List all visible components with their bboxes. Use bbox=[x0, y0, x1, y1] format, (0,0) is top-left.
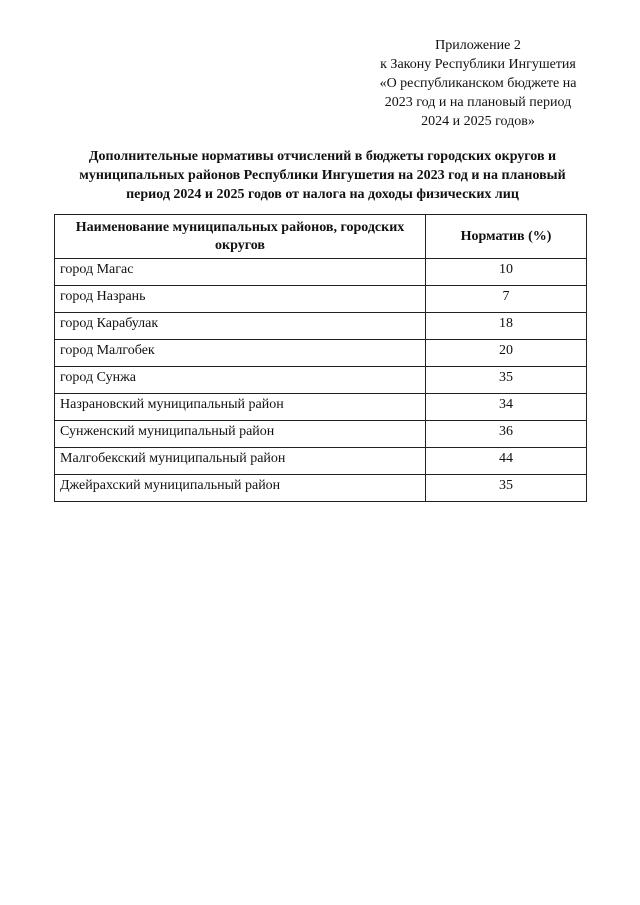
table-row bbox=[55, 394, 587, 421]
document-title bbox=[50, 147, 595, 204]
norm-value: 10 bbox=[426, 259, 587, 286]
norms-table bbox=[54, 214, 587, 502]
norm-value: 35 bbox=[426, 367, 587, 394]
appendix-header bbox=[360, 36, 596, 131]
table-row bbox=[55, 259, 587, 286]
norm-value: 18 bbox=[426, 313, 587, 340]
title-line: Дополнительные нормативы отчислений в бюджеты городских округов и bbox=[88, 149, 557, 164]
norm-value: 34 bbox=[426, 394, 587, 421]
table-row bbox=[55, 475, 587, 502]
appendix-line: «О республиканском бюджете на bbox=[379, 76, 577, 91]
appendix-line: 2024 и 2025 годов» bbox=[421, 114, 535, 129]
municipality-name: город Магас bbox=[55, 259, 426, 286]
norm-value: 20 bbox=[426, 340, 587, 367]
table-row bbox=[55, 313, 587, 340]
title-line: период 2024 и 2025 годов от налога на доходы физических лиц bbox=[126, 187, 519, 202]
municipality-name: город Назрань bbox=[55, 286, 426, 313]
appendix-line: 2023 год и на плановый период bbox=[384, 95, 572, 110]
norm-value: 35 bbox=[426, 475, 587, 502]
municipality-name: Малгобекский муниципальный район bbox=[55, 448, 426, 475]
municipality-name: Джейрахский муниципальный район bbox=[55, 475, 426, 502]
municipality-name: Сунженский муниципальный район bbox=[55, 421, 426, 448]
municipality-name: город Карабулак bbox=[55, 313, 426, 340]
municipality-name: город Малгобек bbox=[55, 340, 426, 367]
appendix-line: Приложение 2 bbox=[435, 38, 521, 53]
norm-value: 44 bbox=[426, 448, 587, 475]
table-row bbox=[55, 286, 587, 313]
column-header-norm: Норматив (%) bbox=[426, 215, 587, 259]
municipality-name: Назрановский муниципальный район bbox=[55, 394, 426, 421]
appendix-line: к Закону Республики Ингушетия bbox=[380, 57, 576, 72]
table-header-row bbox=[55, 215, 587, 259]
municipality-name: город Сунжа bbox=[55, 367, 426, 394]
table-row bbox=[55, 421, 587, 448]
column-header-name: Наименование муниципальных районов, городских округов bbox=[55, 215, 426, 259]
table-row bbox=[55, 448, 587, 475]
title-line: муниципальных районов Республики Ингушетия на 2023 год и на плановый bbox=[79, 168, 566, 183]
norm-value: 36 bbox=[426, 421, 587, 448]
norm-value: 7 bbox=[426, 286, 587, 313]
table-row bbox=[55, 367, 587, 394]
table-row bbox=[55, 340, 587, 367]
